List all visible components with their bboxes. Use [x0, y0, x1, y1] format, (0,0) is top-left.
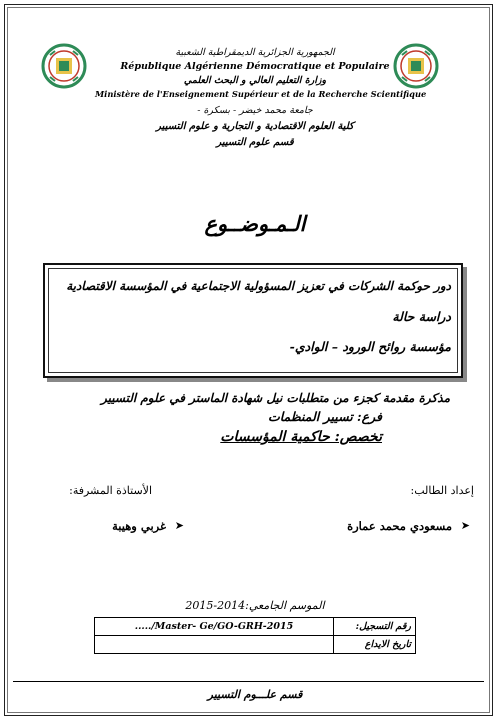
seal-icon — [41, 41, 87, 91]
department-name: قسم علوم التسيير — [216, 137, 294, 148]
title-line-3: مؤسسة روائح الورود – الوادي- — [289, 339, 451, 354]
republic-arabic: الجمهورية الجزائرية الديمقراطية الشعبية — [175, 47, 335, 58]
title-box — [43, 263, 463, 378]
deposit-date-value — [95, 636, 334, 654]
footer-divider — [13, 681, 484, 682]
ministry-arabic: وزارة التعليم العالي و البحث العلمي — [183, 75, 327, 86]
registration-number-label: رقم التسجيل: — [334, 618, 416, 636]
university-name: جامعة محمد خيضر - بسكرة - — [197, 105, 313, 116]
registration-number-value: ...../Master- Ge/GO-GRH-2015 — [95, 618, 334, 636]
deposit-date-label: تاريخ الايداع — [334, 636, 416, 654]
faculty-name: كلية العلوم الاقتصادية و التجارية و علوم التسيير — [156, 121, 354, 132]
bullet-arrow-icon: ➤ — [460, 519, 470, 532]
document-page — [4, 4, 493, 716]
supervisor-label: الأستاذة المشرفة: — [69, 484, 152, 497]
memo-line-2: فرع: تسيير المنظمات — [267, 409, 382, 424]
supervisor-name: غربي وهيبة — [112, 519, 166, 533]
memo-line-3: تخصص: حاكمية المؤسسات — [220, 429, 382, 445]
table-row — [95, 618, 416, 636]
student-label: إعداد الطالب: — [410, 484, 474, 497]
ministry-french: Ministère de l'Enseignement Supérieur et de la Recherche Scientifique — [95, 89, 427, 99]
title-line-1: دور حوكمة الشركات في تعزيز المسؤولية الاجتماعية في المؤسسة الاقتصادية — [66, 279, 451, 293]
footer-department: قسم علـــوم التسيير — [207, 688, 303, 701]
university-logo-left — [41, 41, 87, 91]
registration-table — [94, 617, 416, 654]
republic-french: République Algérienne Démocratique et Populaire — [120, 61, 390, 72]
academic-year: الموسم الجامعي:2014-2015 — [185, 599, 325, 612]
subject-heading: الـمـوضــوع — [204, 211, 306, 236]
student-name: مسعودي محمد عمارة — [347, 519, 452, 533]
bullet-arrow-icon: ➤ — [174, 519, 184, 532]
memo-line-1: مذكرة مقدمة كجزء من متطلبات نيل شهادة الماستر في علوم التسيير — [101, 391, 450, 405]
table-row — [95, 636, 416, 654]
title-line-2: دراسة حالة — [392, 309, 451, 324]
